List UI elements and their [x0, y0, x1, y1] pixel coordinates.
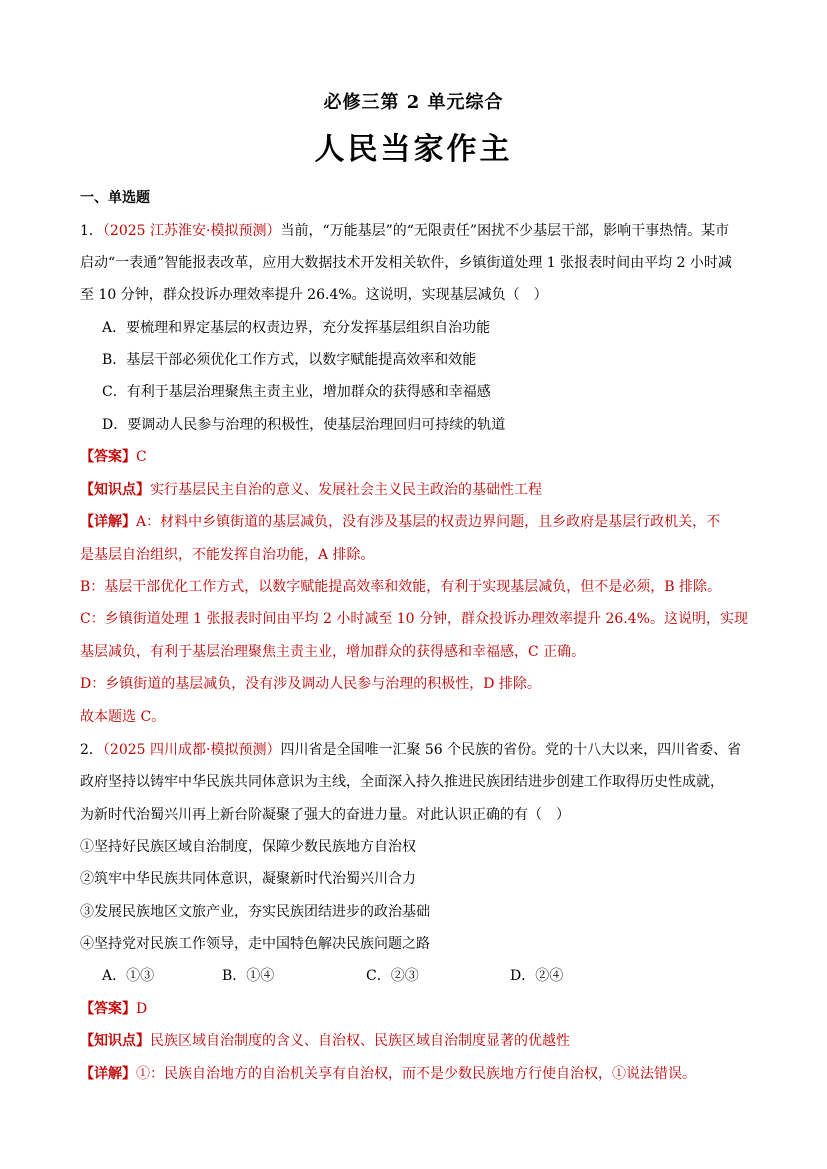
question-stem-text: 四川省是全国唯一汇聚 56 个民族的省份。党的十八大以来，四川省委、省 — [280, 742, 742, 758]
answer-line — [80, 448, 750, 466]
page-title: 人民当家作主 — [314, 132, 513, 167]
question-stem-text: 当前，“万能基层”的“无限责任”困扰不少基层干部，影响干事热情。某市 — [280, 223, 730, 239]
statement-1: ①坚持好民族区域自治制度，保障少数民族地方自治权 — [80, 839, 416, 855]
detail-line — [80, 513, 750, 531]
statement-4: ④坚持党对民族工作领导，走中国特色解决民族问题之路 — [80, 936, 430, 952]
question-2-stem-line-3: 为新时代治蜀兴川再上新台阶凝聚了强大的奋进力量。对此认识正确的有（ ） — [80, 807, 570, 823]
choice-d: D．②④ — [510, 968, 564, 984]
question-2-stem-line-1 — [80, 741, 750, 759]
question-number: 2． — [80, 742, 103, 758]
knowledge-point-line — [80, 481, 750, 499]
knowledge-point-label: 【知识点】 — [80, 1033, 150, 1049]
knowledge-point-line — [80, 1032, 750, 1050]
question-number: 1． — [80, 223, 103, 239]
detail-line — [80, 1065, 750, 1083]
question-source: （2025 四川成都·模拟预测） — [102, 742, 281, 758]
choice-a: A．①③ — [102, 968, 155, 984]
answer-value: D — [136, 1001, 148, 1017]
detail-label: 【详解】 — [80, 1066, 136, 1082]
choice-b: B．①④ — [222, 968, 275, 984]
detail-text: A：材料中乡镇街道的基层减负，没有涉及基层的权责边界问题，且乡政府是基层行政机关，不 — [136, 514, 721, 530]
conclusion-line: 故本题选 C。 — [80, 709, 166, 725]
detail-line: C：乡镇街道处理 1 张报表时间由平均 2 小时减至 10 分钟，群众投诉办理效率提升 26.4%。这说明，实现 — [80, 611, 748, 627]
question-source: （2025 江苏淮安·模拟预测） — [102, 223, 281, 239]
option-c: C．有利于基层治理聚焦主责主业，增加群众的获得感和幸福感 — [102, 384, 491, 400]
answer-label: 【答案】 — [80, 449, 136, 465]
knowledge-point-label: 【知识点】 — [80, 482, 150, 498]
question-1-stem-line-1 — [80, 222, 750, 240]
answer-value: C — [136, 449, 147, 465]
detail-line: D：乡镇街道的基层减负，没有涉及调动人民参与治理的积极性，D 排除。 — [80, 676, 541, 692]
question-2-stem-line-2: 政府坚持以铸牢中华民族共同体意识为主线，全面深入持久推进民族团结进步创建工作取得历史性成就， — [80, 774, 724, 790]
option-a: A．要梳理和界定基层的权责边界，充分发挥基层组织自治功能 — [102, 320, 491, 336]
detail-text: ①：民族自治地方的自治机关享有自治权，而不是少数民族地方行使自治权，①说法错误。 — [136, 1066, 696, 1082]
section-heading: 一、单选题 — [80, 190, 150, 206]
statement-2: ②筑牢中华民族共同体意识，凝聚新时代治蜀兴川合力 — [80, 871, 416, 887]
answer-label: 【答案】 — [80, 1001, 136, 1017]
statement-3: ③发展民族地区文旅产业，夯实民族团结进步的政治基础 — [80, 904, 430, 920]
option-d: D．要调动人民参与治理的积极性，使基层治理回归可持续的轨道 — [102, 417, 506, 433]
unit-subtitle: 必修三第 2 单元综合 — [323, 92, 504, 113]
detail-line: B：基层干部优化工作方式，以数字赋能提高效率和效能，有利于实现基层减负，但不是必须，B 排除。 — [80, 579, 722, 595]
knowledge-point-text: 民族区域自治制度的含义、自治权、民族区域自治制度显著的优越性 — [150, 1033, 570, 1049]
option-b: B．基层干部必须优化工作方式，以数字赋能提高效率和效能 — [102, 352, 477, 368]
answer-line — [80, 1000, 750, 1018]
question-1-stem-line-2: 启动“一表通”智能报表改革，应用大数据技术开发相关软件，乡镇街道处理 1 张报表时间由平均 2 小时减 — [80, 255, 732, 271]
detail-line: 基层减负，有利于基层治理聚焦主责主业，增加群众的获得感和幸福感，C 正确。 — [80, 644, 586, 660]
choice-c: C．②③ — [366, 968, 419, 984]
detail-line: 是基层自治组织，不能发挥自治功能，A 排除。 — [80, 547, 375, 563]
question-1-stem-line-3: 至 10 分钟，群众投诉办理效率提升 26.4%。这说明，实现基层减负（ ） — [80, 287, 548, 303]
knowledge-point-text: 实行基层民主自治的意义、发展社会主义民主政治的基础性工程 — [150, 482, 542, 498]
detail-label: 【详解】 — [80, 514, 136, 530]
